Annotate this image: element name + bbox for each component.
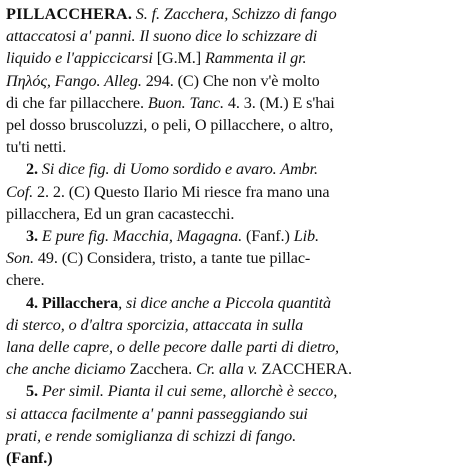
- entry-line: [6, 247, 468, 269]
- entry-text: .: [127, 5, 136, 23]
- entry-line: [6, 358, 468, 380]
- entry-line: [6, 403, 468, 425]
- entry-text: di sterco, o d'altra sporcizia, attaccata in sulla: [6, 315, 304, 334]
- entry-line: [6, 336, 468, 358]
- entry-text: 49. (C) Considera, tristo, a tante tue pillac-: [37, 249, 311, 268]
- entry-line: [6, 203, 468, 225]
- entry-text: ZACCHERA.: [261, 360, 352, 379]
- entry-line: [6, 292, 468, 314]
- entry-line: [6, 380, 468, 402]
- entry-text: Πηλός, Fango. Alleg.: [6, 71, 146, 90]
- entry-text: 2.: [26, 160, 42, 179]
- entry-text: liquido e l'appiccicarsi: [6, 49, 157, 68]
- headword: PILLACCHERA: [6, 5, 128, 23]
- entry-line: [6, 314, 468, 336]
- entry-text: di che far pillacchere.: [6, 93, 148, 112]
- entry-text: Per simil. Pianta il cui seme, allorchè è secco,: [41, 382, 338, 401]
- entry-line: [6, 25, 468, 47]
- entry-text: Si dice fig. di Uomo sordido e avaro. Ambr.: [41, 160, 319, 179]
- entry-line: [6, 158, 468, 180]
- entry-line: [6, 47, 468, 69]
- entry-text: Zacchera.: [129, 360, 196, 379]
- entry-text: 3.: [26, 227, 42, 246]
- entry-text: E pure fig. Macchia, Magagna.: [41, 227, 246, 246]
- entry-text: Rammenta il gr.: [205, 49, 307, 68]
- entry-text: pel dosso bruscoluzzi, o peli, O pillacchere, o altro,: [6, 116, 334, 135]
- entry-text: Lib.: [293, 227, 319, 246]
- entry-text: [G.M.]: [156, 49, 205, 68]
- entry-text: 5.: [26, 382, 42, 401]
- entry-text: tu'ti netti.: [6, 138, 67, 157]
- entry-text: Son.: [6, 249, 38, 268]
- entry-text: (Fanf.): [246, 227, 294, 246]
- entry-text: S. f. Zacchera, Schizzo di fango: [135, 5, 337, 23]
- entry-text: Cof.: [6, 182, 37, 201]
- entry-line: [6, 114, 468, 136]
- entry-line: [6, 447, 468, 469]
- entry-line: [6, 92, 468, 114]
- entry-line: [6, 425, 468, 447]
- entry-text: che anche diciamo: [6, 360, 130, 379]
- entry-text: Buon. Tanc.: [147, 93, 228, 112]
- entry-text: 2. 2. (C) Questo Ilario Mi riesce fra mano una: [36, 182, 330, 201]
- entry-text: 4. Pillacchera: [26, 293, 119, 312]
- entry-text: (Fanf.): [6, 449, 53, 468]
- entry-text: pillacchera, Ed un gran cacastecchi.: [6, 204, 235, 223]
- entry-line: [6, 225, 468, 247]
- entry-text: si attacca facilmente a' panni passeggiando sui: [6, 404, 308, 423]
- entry-line: [6, 3, 468, 25]
- entry-line: [6, 70, 468, 92]
- entry-text: 4. 3. (M.) E s'hai: [227, 93, 335, 112]
- entry-text: 294. (C) Che non v'è molto: [145, 71, 320, 90]
- entry-text: prati, e rende somiglianza di schizzi di fango.: [6, 426, 297, 445]
- entry-text: attaccatosi a' panni. Il suono dice lo schizzare di: [6, 27, 318, 46]
- entry-text: Cr. alla v.: [196, 360, 262, 379]
- entry-line: [6, 269, 468, 291]
- dictionary-entry: [6, 3, 468, 469]
- entry-text: , si dice anche a Piccola quantità: [118, 293, 331, 312]
- entry-text: chere.: [6, 271, 45, 290]
- entry-line: [6, 181, 468, 203]
- entry-text: lana delle capre, o delle pecore dalle parti di dietro,: [6, 338, 340, 357]
- entry-line: [6, 136, 468, 158]
